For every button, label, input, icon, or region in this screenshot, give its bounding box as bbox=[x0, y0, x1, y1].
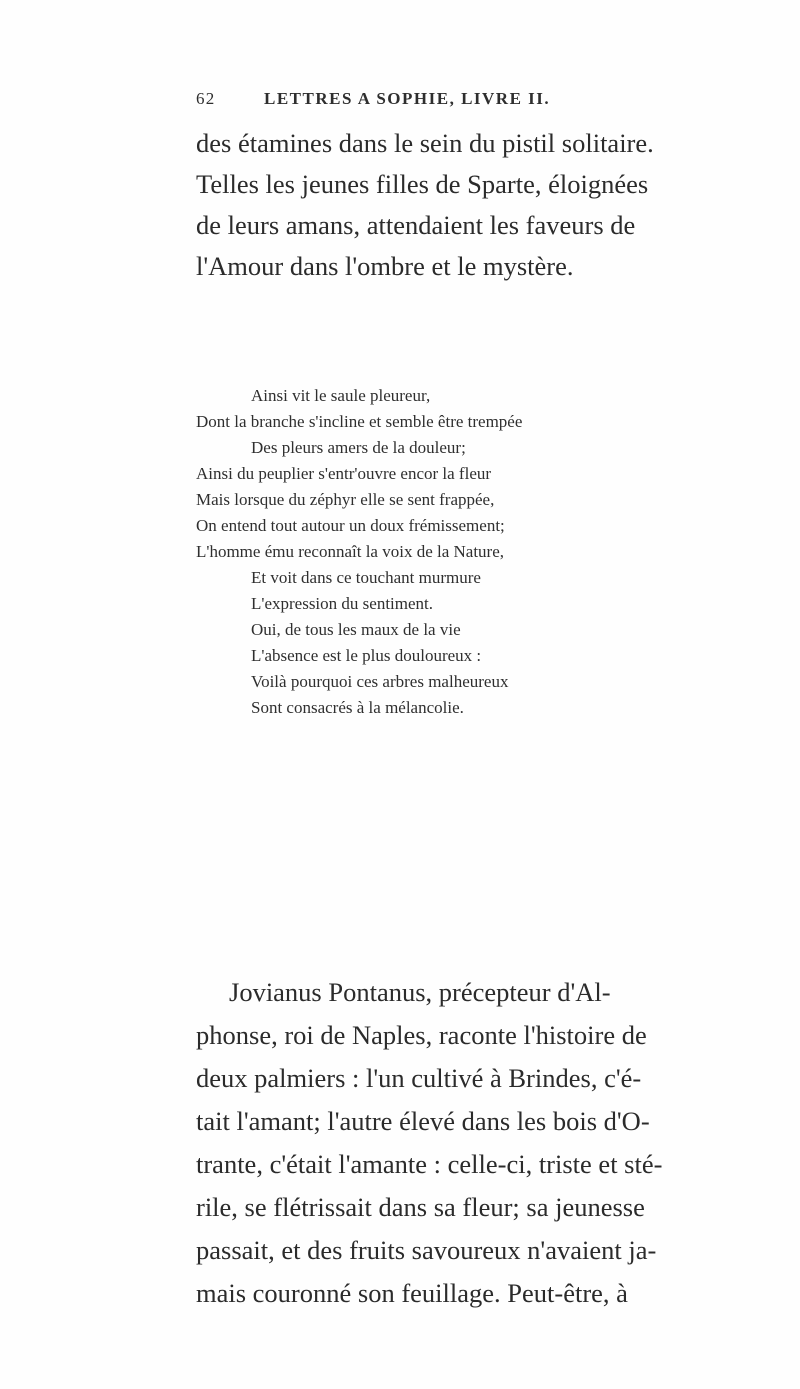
verse-line: Des pleurs amers de la douleur; bbox=[251, 438, 466, 457]
verse-line: Ainsi vit le saule pleureur, bbox=[251, 386, 431, 405]
text-line: Jovianus Pontanus, précepteur d'Al- bbox=[229, 977, 611, 1007]
verse-line: Et voit dans ce touchant murmure bbox=[251, 568, 481, 587]
verse-line: Ainsi du peuplier s'entr'ouvre encor la fleur bbox=[196, 464, 492, 483]
verse-block bbox=[196, 383, 766, 721]
page-number: 62 bbox=[196, 89, 216, 108]
verse-line: On entend tout autour un doux frémissement; bbox=[196, 516, 505, 535]
verse-line: Voilà pourquoi ces arbres malheureux bbox=[251, 672, 509, 691]
prose-paragraph-bottom bbox=[196, 971, 766, 1315]
verse-line: Oui, de tous les maux de la vie bbox=[251, 620, 461, 639]
text-line: l'Amour dans l'ombre et le mystère. bbox=[196, 251, 574, 281]
text-line: phonse, roi de Naples, raconte l'histoire de bbox=[196, 1020, 647, 1050]
verse-line: Sont consacrés à la mélancolie. bbox=[251, 698, 464, 717]
text-line: passait, et des fruits savoureux n'avaient ja- bbox=[196, 1235, 657, 1265]
text-line: des étamines dans le sein du pistil solitaire. bbox=[196, 128, 654, 158]
verse-line: L'expression du sentiment. bbox=[251, 594, 434, 613]
text-line: Telles les jeunes filles de Sparte, éloignées bbox=[196, 169, 649, 199]
verse-line: Mais lorsque du zéphyr elle se sent frappée, bbox=[196, 490, 495, 509]
text-line: deux palmiers : l'un cultivé à Brindes, c'é- bbox=[196, 1063, 642, 1093]
verse-line: L'absence est le plus douloureux : bbox=[251, 646, 482, 665]
running-head bbox=[196, 89, 756, 119]
text-line: mais couronné son feuillage. Peut-être, à bbox=[196, 1278, 628, 1308]
running-title: LETTRES A SOPHIE, LIVRE II. bbox=[264, 89, 551, 108]
text-line: de leurs amans, attendaient les faveurs de bbox=[196, 210, 636, 240]
text-line: tait l'amant; l'autre élevé dans les bois d'O- bbox=[196, 1106, 650, 1136]
text-line: trante, c'était l'amante : celle-ci, triste et sté- bbox=[196, 1149, 663, 1179]
verse-line: L'homme ému reconnaît la voix de la Nature, bbox=[196, 542, 505, 561]
verse-line: Dont la branche s'incline et semble être trempée bbox=[196, 412, 523, 431]
text-line: rile, se flétrissait dans sa fleur; sa jeunesse bbox=[196, 1192, 645, 1222]
prose-paragraph-top bbox=[196, 123, 766, 287]
